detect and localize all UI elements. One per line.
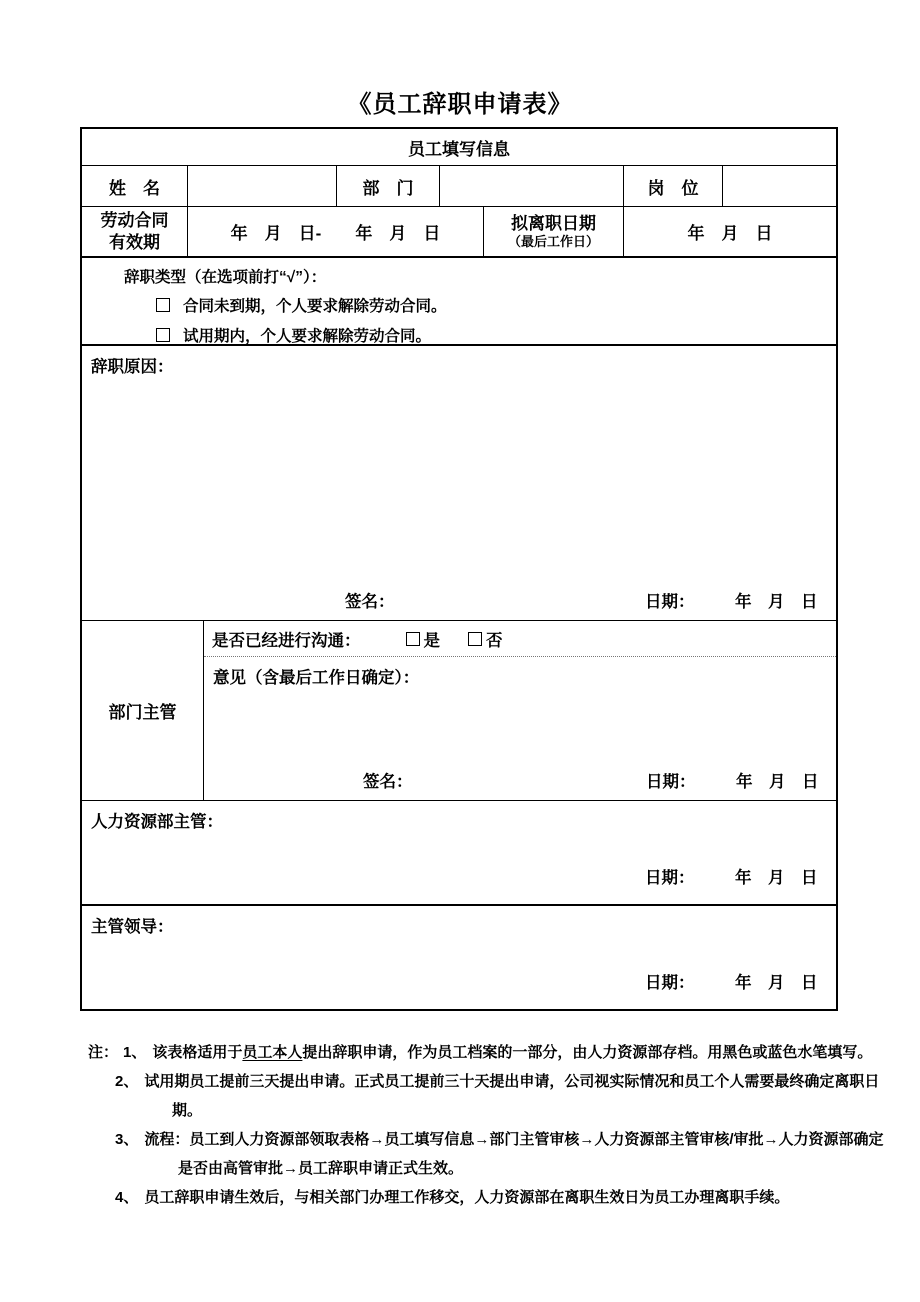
communication-yes-label: 是 <box>423 631 440 650</box>
leave-date-label-cell <box>484 207 624 256</box>
date-value: 年 月 日 <box>736 773 819 791</box>
note-2-text-line-1: 试用期员工提前三天提出申请。正式员工提前三十天提出申请，公司视实际情况和员工个人需要最终确定离职日 <box>144 1073 880 1090</box>
section-header-row <box>82 129 836 166</box>
resignation-type-option-2[interactable] <box>156 324 431 346</box>
contract-label-line1: 劳动合同 <box>100 211 169 231</box>
resignation-type-heading: 辞职类型（在选项前打“√”）： <box>124 269 327 286</box>
resignation-type-section <box>82 258 836 346</box>
name-label: 姓 名 <box>109 178 160 198</box>
note-3-text-line-2: 是否由高管审批→员工辞职申请正式生效。 <box>178 1160 464 1177</box>
department-value-cell[interactable] <box>440 166 624 206</box>
note-4-number: 4、 <box>115 1189 139 1206</box>
dept-supervisor-content <box>204 621 836 800</box>
note-4 <box>0 1183 920 1212</box>
note-4-text: 员工辞职申请生效后，与相关部门办理工作移交，人力资源部在离职生效日为员工办理离职手续。 <box>144 1189 790 1206</box>
contract-row <box>82 207 836 258</box>
page-title: 《员工辞职申请表》 <box>347 91 573 118</box>
communication-no-option[interactable] <box>468 627 503 651</box>
checkbox-icon[interactable] <box>156 328 170 342</box>
note-1-number: 1、 <box>123 1044 147 1061</box>
date-label: 日期： <box>645 593 695 611</box>
position-value-cell[interactable] <box>723 166 836 206</box>
department-label: 部 门 <box>362 178 414 198</box>
notes-section <box>0 1038 920 1212</box>
contract-period-value[interactable]: 年 月 日- 年 月 日 <box>230 224 441 243</box>
note-2-line-1 <box>0 1067 920 1096</box>
dept-supervisor-label: 部门主管 <box>108 703 177 722</box>
opinion-area[interactable] <box>204 657 836 800</box>
leave-date-value[interactable]: 年 月 日 <box>687 224 773 243</box>
notes-prefix: 注： <box>88 1044 119 1061</box>
communication-row <box>204 621 836 657</box>
dept-supervisor-section <box>82 621 836 801</box>
department-label-cell <box>337 166 440 206</box>
communication-label: 是否已经进行沟通： <box>212 631 361 650</box>
signature-label: 签名： <box>363 773 413 791</box>
note-1-text-before: 该表格适用于 <box>152 1044 243 1061</box>
opinion-label: 意见（含最后工作日确定）： <box>213 669 420 687</box>
note-3-line-1 <box>0 1125 920 1154</box>
position-label: 岗 位 <box>647 178 699 198</box>
note-3-number: 3、 <box>115 1131 139 1148</box>
name-label-cell <box>82 166 188 206</box>
position-label-cell <box>624 166 723 206</box>
identity-row <box>82 166 836 207</box>
leave-date-sublabel: （最后工作日） <box>507 234 599 249</box>
resignation-reason-label: 辞职原因： <box>91 358 174 376</box>
checkbox-icon[interactable] <box>156 298 170 312</box>
resignation-type-option-2-label: 试用期内，个人要求解除劳动合同。 <box>183 328 432 345</box>
date-label: 日期： <box>645 974 695 992</box>
leave-date-label: 拟离职日期 <box>511 213 596 233</box>
executive-label: 主管领导： <box>91 918 174 936</box>
note-3-line-2 <box>0 1154 920 1183</box>
checkbox-icon[interactable] <box>406 632 420 646</box>
date-label: 日期： <box>646 773 696 791</box>
checkbox-icon[interactable] <box>468 632 482 646</box>
note-1-text-underlined: 员工本人 <box>242 1044 303 1061</box>
date-label: 日期： <box>645 869 695 887</box>
note-1 <box>0 1038 920 1067</box>
contract-label-line2: 有效期 <box>109 232 160 252</box>
communication-yes-option[interactable] <box>406 627 441 651</box>
signature-label: 签名： <box>345 593 395 611</box>
resignation-reason-section[interactable] <box>82 346 836 621</box>
note-2-number: 2、 <box>115 1073 139 1090</box>
dept-supervisor-label-cell <box>82 621 204 800</box>
communication-no-label: 否 <box>486 631 503 650</box>
section-header-label: 员工填写信息 <box>408 139 510 159</box>
leave-date-value-cell[interactable] <box>624 207 836 256</box>
hr-supervisor-label: 人力资源部主管： <box>91 813 223 831</box>
executive-section[interactable] <box>82 906 836 1009</box>
note-1-text-after: 提出辞职申请，作为员工档案的一部分，由人力资源部存档。用黑色或蓝色水笔填写。 <box>302 1044 873 1061</box>
name-value-cell[interactable] <box>188 166 337 206</box>
date-value: 年 月 日 <box>735 593 818 611</box>
note-2-text-line-2: 期。 <box>172 1102 203 1119</box>
resignation-type-option-1-label: 合同未到期，个人要求解除劳动合同。 <box>183 298 447 315</box>
contract-label-cell <box>82 207 188 256</box>
note-3-text-line-1: 流程：员工到人力资源部领取表格→员工填写信息→部门主管审核→人力资源部主管审核/审批→人力资源部确定 <box>144 1131 884 1148</box>
date-value: 年 月 日 <box>735 974 818 992</box>
contract-period-cell[interactable] <box>188 207 484 256</box>
resignation-form-table <box>80 127 838 1011</box>
hr-supervisor-section[interactable] <box>82 801 836 906</box>
date-value: 年 月 日 <box>735 869 818 887</box>
note-2-line-2 <box>0 1096 920 1125</box>
resignation-type-option-1[interactable] <box>156 294 447 316</box>
